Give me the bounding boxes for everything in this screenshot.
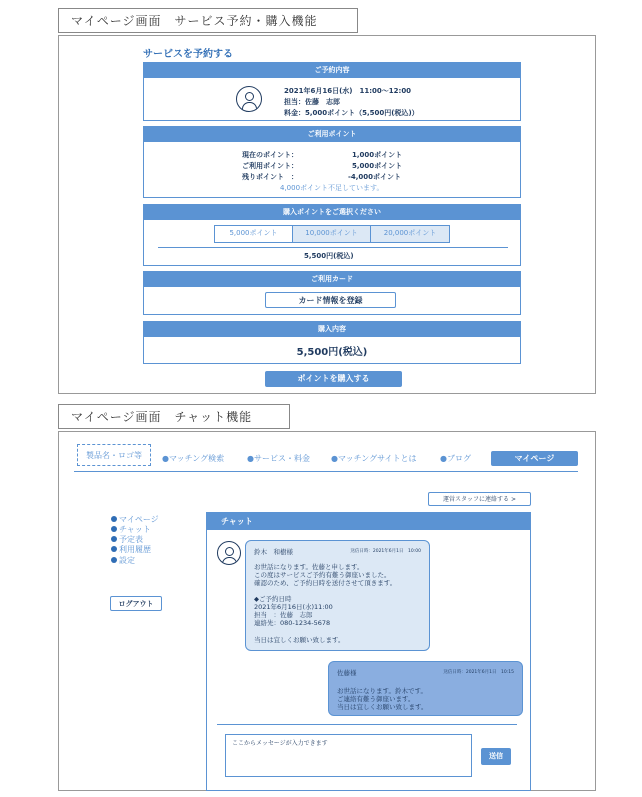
message-sender-name: 鈴木 和樹様 xyxy=(254,548,293,556)
summary-panel xyxy=(143,321,521,364)
points-panel xyxy=(143,126,521,198)
shortage-note: 4,000ポイント不足しています。 xyxy=(280,184,384,192)
selected-price: 5,500円(税込) xyxy=(304,252,354,260)
message-line: 2021年6月16日(水)11:00 xyxy=(254,603,333,611)
reservation-datetime: 2021年6月16日(水) 11:00～12:00 xyxy=(284,87,412,95)
section-title-booking: マイページ画面 サービス予約・購入機能 xyxy=(58,8,358,33)
remaining-points-value: -4,000ポイント xyxy=(348,173,402,181)
staff-avatar-icon xyxy=(236,86,262,112)
summary-panel-header: 購入内容 xyxy=(144,322,520,337)
message-timestamp: 送信日時：2021年6月1日 10:15 xyxy=(443,670,514,675)
register-card-button[interactable]: カード情報を登録 xyxy=(265,292,396,308)
message-line: この度はサービスご予約有難う御座いました。 xyxy=(254,571,391,579)
bullet-icon xyxy=(111,526,117,532)
logout-button[interactable]: ログアウト xyxy=(110,596,162,611)
message-timestamp: 送信日時：2021年6月1日 10:00 xyxy=(350,549,421,554)
mypage-nav-button[interactable]: マイページ xyxy=(491,451,578,466)
purchase-select-panel xyxy=(143,204,521,266)
nav-service-pricing[interactable]: ●サービス・料金 xyxy=(247,454,310,463)
message-line: 連絡先：080-1234-5678 xyxy=(254,619,331,627)
message-line: お世話になります。鈴木です。 xyxy=(337,687,427,695)
current-points-value: 1,000ポイント xyxy=(352,151,403,159)
point-option-5000[interactable]: 5,000ポイント xyxy=(215,226,293,242)
bullet-icon xyxy=(111,516,117,522)
contact-staff-button[interactable]: 運営スタッフに連絡する > xyxy=(428,492,531,506)
points-panel-header: ご利用ポイント xyxy=(144,127,520,142)
bullet-icon xyxy=(111,557,117,563)
message-input[interactable]: ここからメッセージが入力できます xyxy=(225,734,472,777)
message-line: 担当 ：佐藤 志郎 xyxy=(254,611,313,619)
current-points-label: 現在のポイント： xyxy=(242,151,298,159)
page-heading: サービスを予約する xyxy=(143,49,233,60)
purchase-select-header: 購入ポイントをご選択ください xyxy=(144,205,520,220)
message-line: ご連絡有難う御座います。 xyxy=(337,695,415,703)
message-received xyxy=(245,540,430,651)
use-points-value: 5,000ポイント xyxy=(352,162,403,170)
message-line: ◆ご予約日時 xyxy=(254,595,292,603)
section-title-chat: マイページ画面 チャット機能 xyxy=(58,404,290,429)
sidebar-item-settings[interactable]: 設定 xyxy=(111,555,135,566)
message-sender-name: 佐藤様 xyxy=(337,669,357,677)
sidebar-item-schedule[interactable]: 予定表 xyxy=(111,534,143,545)
option-divider xyxy=(158,247,508,248)
point-option-20000[interactable]: 20,000ポイント xyxy=(371,226,449,242)
sidebar-item-history[interactable]: 利用履歴 xyxy=(111,544,151,555)
site-logo[interactable]: 製品名・ロゴ等 xyxy=(77,444,151,466)
input-divider xyxy=(217,724,517,725)
sender-avatar-icon xyxy=(217,541,241,565)
point-option-10000[interactable]: 10,000ポイント xyxy=(293,226,371,242)
message-sent xyxy=(328,661,523,716)
sidebar-item-mypage[interactable]: マイページ xyxy=(111,514,159,525)
reservation-staff: 担当：佐藤 志郎 xyxy=(284,98,340,106)
send-button[interactable]: 送信 xyxy=(481,748,511,765)
chat-header: チャット xyxy=(207,513,530,530)
nav-blog[interactable]: ●ブログ xyxy=(440,454,471,463)
nav-matching-search[interactable]: ●マッチング検索 xyxy=(162,454,225,463)
header-divider xyxy=(74,471,578,472)
nav-about-site[interactable]: ●マッチングサイトとは xyxy=(331,454,417,463)
remaining-points-label: 残りポイント ： xyxy=(242,173,298,181)
bullet-icon xyxy=(111,536,117,542)
message-line: 当日は宜しくお願い致します。 xyxy=(254,636,345,644)
point-option-group xyxy=(214,225,450,243)
sidebar-item-chat[interactable]: チャット xyxy=(111,524,151,535)
message-line: 当日は宜しくお願い致します。 xyxy=(337,703,428,711)
message-line: 確認のため、ご予約日時を送付させて頂きます。 xyxy=(254,579,397,587)
message-line: お世話になります。佐藤と申します。 xyxy=(254,563,364,571)
reservation-panel xyxy=(143,62,521,121)
reservation-fee: 料金：5,000ポイント（5,500円(税込)） xyxy=(284,109,419,117)
card-panel xyxy=(143,271,521,315)
purchase-total: 5,500円(税込) xyxy=(296,347,368,358)
reservation-panel-header: ご予約内容 xyxy=(144,63,520,78)
use-points-label: ご利用ポイント： xyxy=(242,162,298,170)
card-panel-header: ご利用カード xyxy=(144,272,520,287)
buy-points-button[interactable]: ポイントを購入する xyxy=(265,371,402,387)
bullet-icon xyxy=(111,546,117,552)
